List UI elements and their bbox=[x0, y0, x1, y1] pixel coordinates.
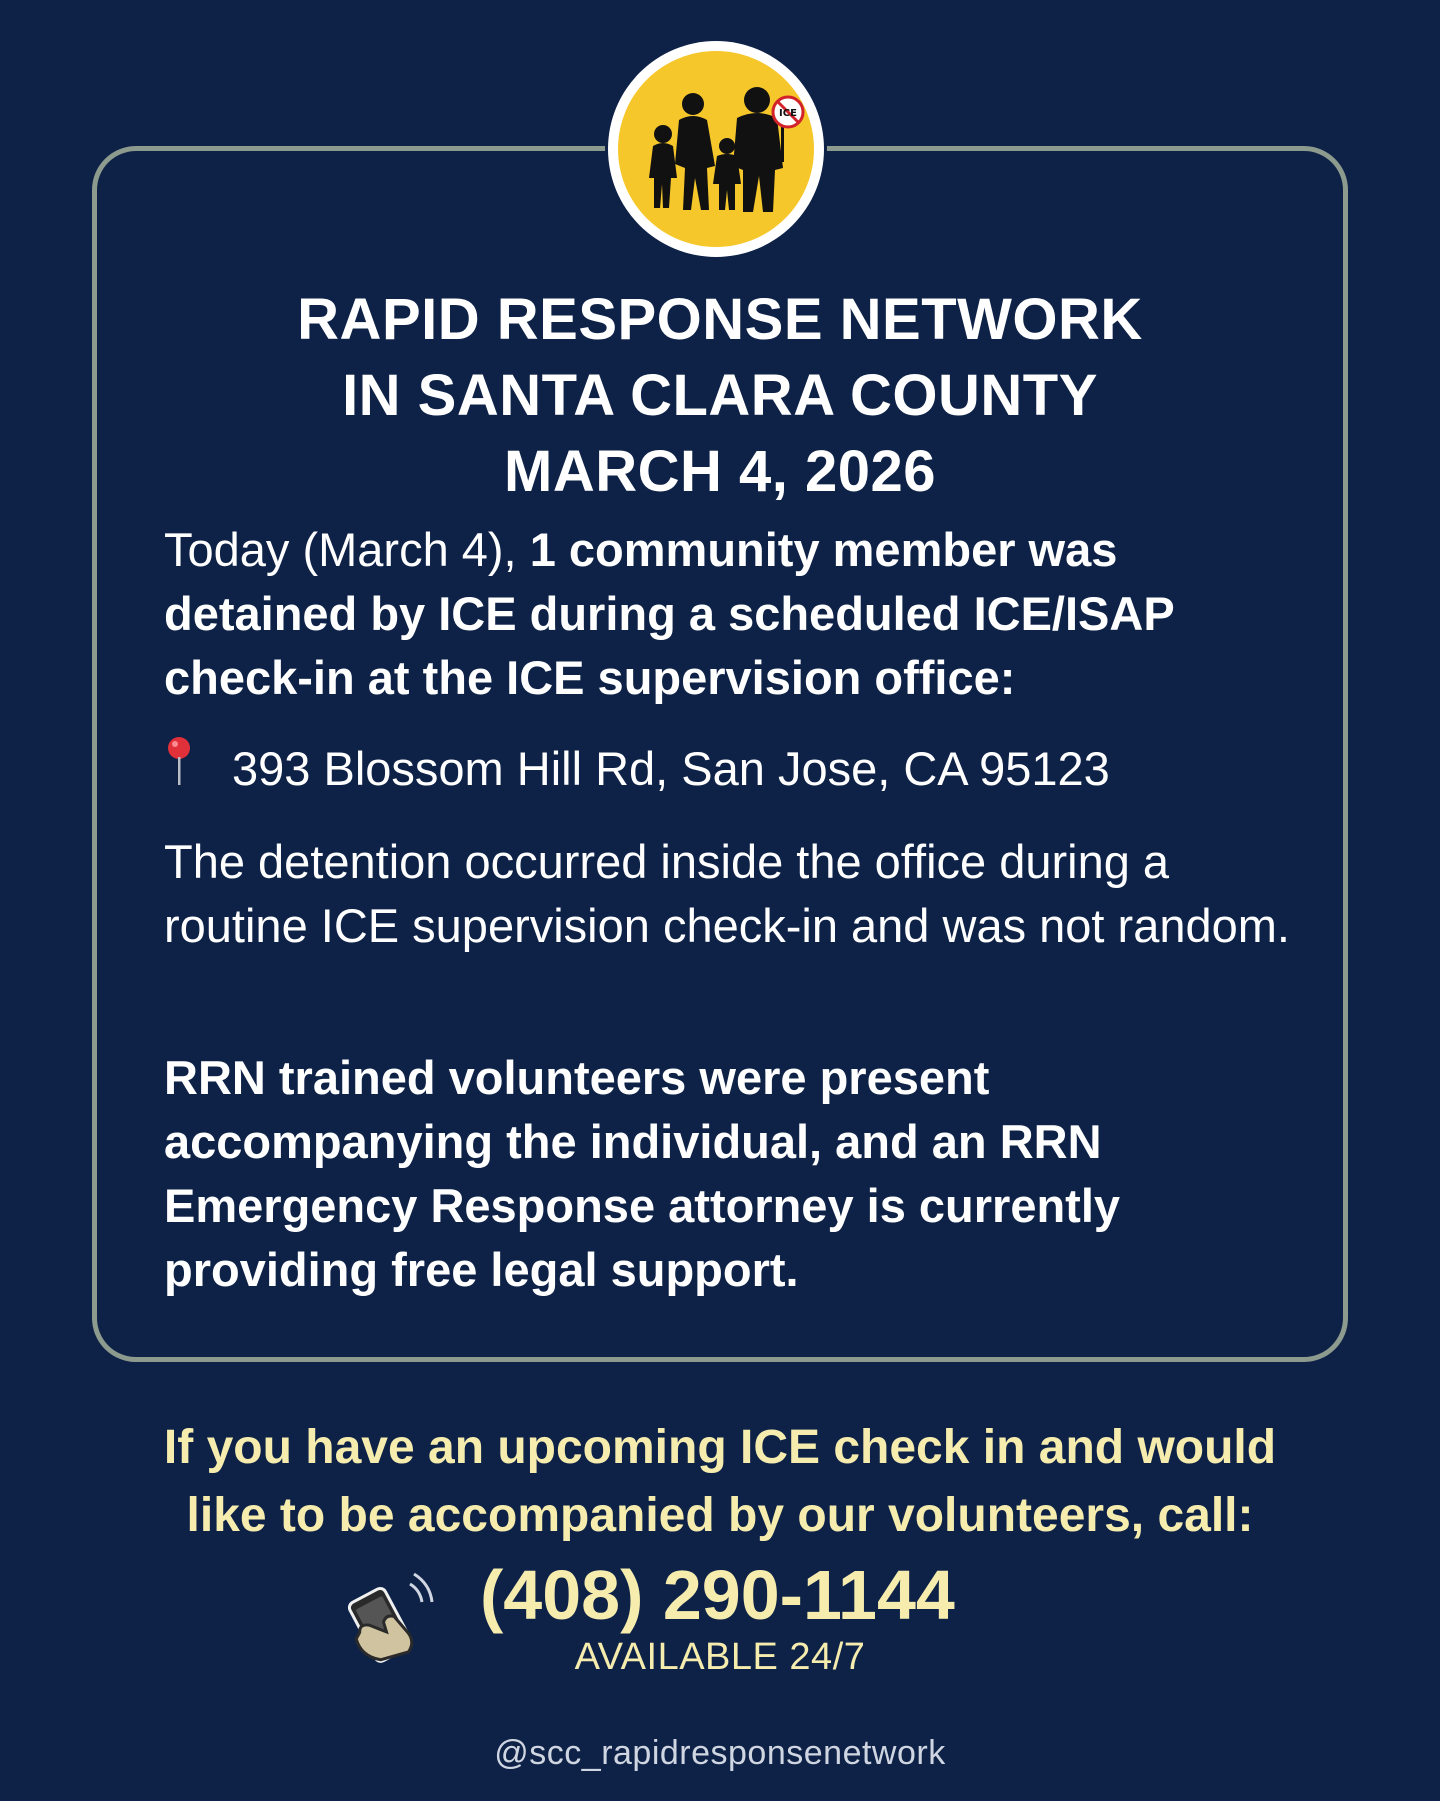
phone-number[interactable]: (408) 290-1144 bbox=[480, 1556, 955, 1634]
detention-summary bbox=[164, 518, 1304, 710]
social-handle[interactable]: @scc_rapidresponsenetwork bbox=[494, 1734, 946, 1772]
cta-line-1: If you have an upcoming ICE check in and would bbox=[163, 1421, 1277, 1474]
volunteer-support: RRN trained volunteers were present accompanying the individual, and an RRN Emergency Response attorney is currently providing free legal support. bbox=[164, 1051, 1121, 1296]
call-to-action bbox=[40, 1414, 1400, 1550]
title-line-2: IN SANTA CLARA COUNTY bbox=[342, 363, 1098, 428]
page-title bbox=[92, 282, 1348, 510]
svg-text:ICE: ICE bbox=[779, 108, 797, 119]
address-line bbox=[164, 735, 1304, 803]
pin-icon bbox=[164, 735, 208, 803]
cta-line-2: like to be accompanied by our volunteers, call: bbox=[186, 1489, 1254, 1542]
phone-row bbox=[330, 1550, 1130, 1650]
title-line-1: RAPID RESPONSE NETWORK bbox=[297, 287, 1143, 352]
detention-details: The detention occurred inside the office during a routine ICE supervision check-in and was not random. bbox=[164, 835, 1290, 952]
availability-label: AVAILABLE 24/7 bbox=[574, 1636, 866, 1678]
address-text: 393 Blossom Hill Rd, San Jose, CA 95123 bbox=[232, 742, 1110, 795]
summary-bold: 1 community member was detained by ICE during a scheduled ICE/ISAP check-in at the ICE supervision office: bbox=[164, 523, 1174, 704]
family-silhouette-icon bbox=[605, 38, 827, 260]
title-date: MARCH 4, 2026 bbox=[504, 439, 936, 504]
summary-intro: Today (March 4), bbox=[164, 523, 530, 576]
